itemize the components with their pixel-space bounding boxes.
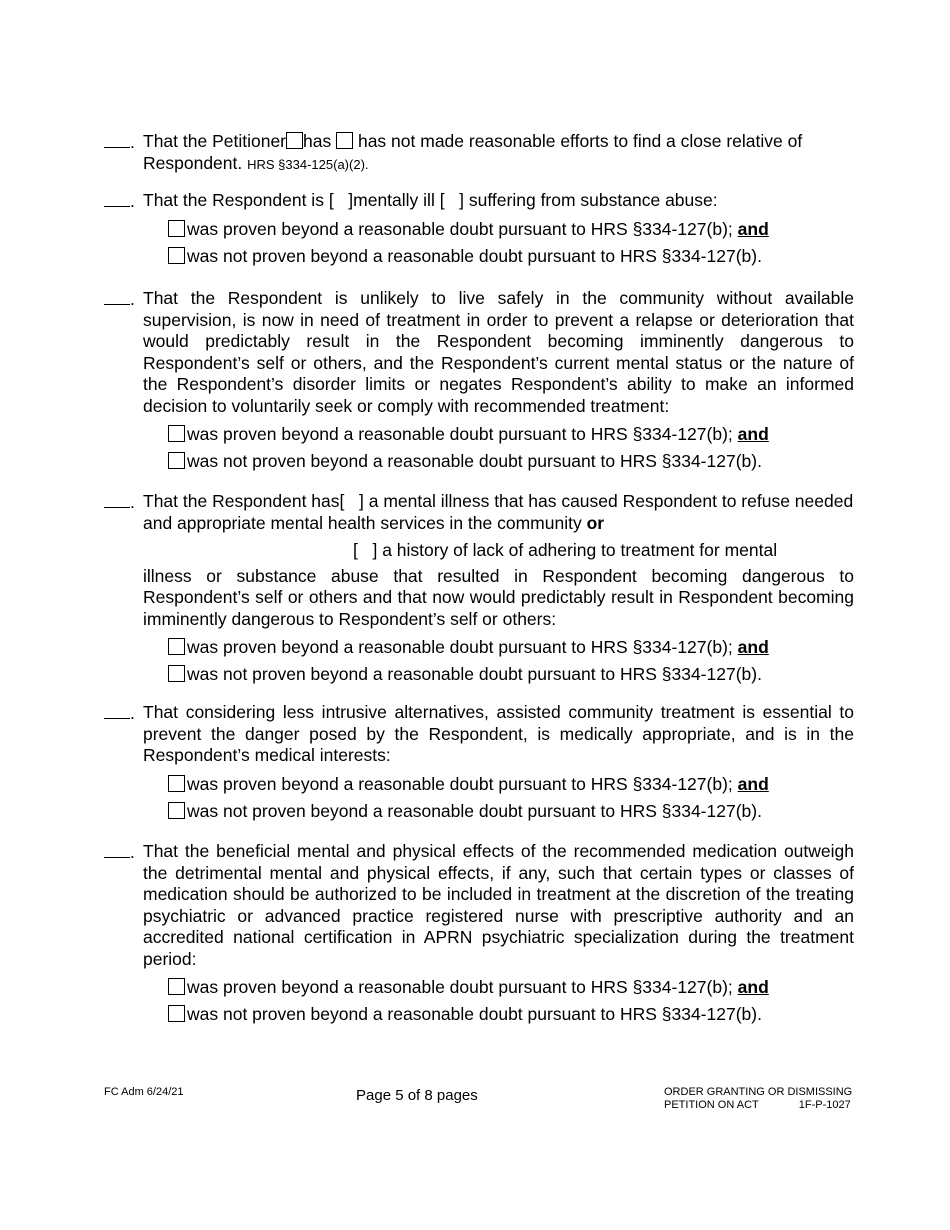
finding-1-text: That the Petitioner has has not made reasonable efforts to find a close relative of Respondent. HRS §334-125(a)(2).: [143, 131, 803, 173]
finding-5-proven-option: was proven beyond a reasonable doubt pursuant to HRS §334-127(b); and: [168, 774, 854, 795]
proven-checkbox[interactable]: [168, 425, 185, 442]
proven-checkbox[interactable]: [168, 775, 185, 792]
proven-checkbox[interactable]: [168, 978, 185, 995]
finding-5-blank[interactable]: .: [104, 702, 135, 725]
history-bracket[interactable]: [ ]: [353, 540, 378, 560]
finding-4-proven-option: was proven beyond a reasonable doubt pursuant to HRS §334-127(b); and: [168, 637, 854, 658]
finding-1: [104, 131, 854, 175]
finding-3-not-proven-option: was not proven beyond a reasonable doubt pursuant to HRS §334-127(b).: [168, 451, 854, 472]
finding-6-proven-option: was proven beyond a reasonable doubt pursuant to HRS §334-127(b); and: [168, 977, 854, 998]
proven-checkbox[interactable]: [168, 220, 185, 237]
finding-6: [104, 841, 854, 1025]
finding-2: [104, 190, 854, 267]
has-checkbox[interactable]: [286, 132, 303, 149]
finding-4-text: That the Respondent has[ ] a mental illness that has caused Respondent to refuse needed and appropriate mental health services in the community or [ ] a history of lack of adhering to treatment for mental illness or substance abuse that resulted in Respondent becoming dangerous to Respondent’s self or others and that now would predictably result in Respondent becoming imminently dangerous to Respondent’s self or others:: [143, 491, 854, 629]
mental-illness-bracket[interactable]: [ ]: [339, 491, 364, 511]
document-title: ORDER GRANTING OR DISMISSING PETITION ON ACT 1F-P-1027: [664, 1086, 853, 1111]
finding-4-not-proven-option: was not proven beyond a reasonable doubt pursuant to HRS §334-127(b).: [168, 664, 854, 685]
finding-4: [104, 491, 854, 685]
finding-3-proven-option: was proven beyond a reasonable doubt pursuant to HRS §334-127(b); and: [168, 424, 854, 445]
finding-2-proven-option: was proven beyond a reasonable doubt pursuant to HRS §334-127(b); and: [168, 219, 854, 240]
not-proven-checkbox[interactable]: [168, 1005, 185, 1022]
has-not-checkbox[interactable]: [336, 132, 353, 149]
finding-6-blank[interactable]: .: [104, 841, 135, 864]
not-proven-checkbox[interactable]: [168, 802, 185, 819]
not-proven-checkbox[interactable]: [168, 452, 185, 469]
form-number: FC Adm 6/24/21: [104, 1086, 184, 1098]
mentally-ill-bracket[interactable]: [ ]: [328, 190, 354, 210]
finding-2-not-proven-option: was not proven beyond a reasonable doubt pursuant to HRS §334-127(b).: [168, 246, 854, 267]
finding-4-blank[interactable]: .: [104, 491, 135, 514]
finding-6-text: That the beneficial mental and physical effects of the recommended medication outweigh the detrimental mental and physical effects, if any, such that certain types or classes of medication should be authorized to be included in treatment at the discretion of the treating psychiatric or advanced practice registered nurse with prescriptive authority and an accredited national certification in APRN psychiatric specialization during the treatment period:: [143, 841, 854, 969]
finding-5-not-proven-option: was not proven beyond a reasonable doubt pursuant to HRS §334-127(b).: [168, 801, 854, 822]
finding-2-text: That the Respondent is [ ]mentally ill [ ] suffering from substance abuse:: [143, 190, 718, 210]
form-code: 1F-P-1027: [798, 1099, 851, 1111]
finding-5-text: That considering less intrusive alternatives, assisted community treatment is essential to prevent the danger posed by the Respondent, is medically appropriate, and is in the Respondent’s medical interests:: [143, 702, 854, 765]
finding-2-blank[interactable]: .: [104, 190, 135, 213]
proven-checkbox[interactable]: [168, 638, 185, 655]
statute-citation: HRS §334-125(a)(2).: [247, 156, 369, 172]
not-proven-checkbox[interactable]: [168, 665, 185, 682]
page-number: Page 5 of 8 pages: [356, 1087, 478, 1104]
finding-6-not-proven-option: was not proven beyond a reasonable doubt pursuant to HRS §334-127(b).: [168, 1004, 854, 1025]
finding-3-text: That the Respondent is unlikely to live safely in the community without available supervision, is now in need of treatment in order to prevent a relapse or deterioration that would predictably result in the Respondent becoming imminently dangerous to Respondent’s self or others, and the Respondent’s current mental status or the nature of the Respondent’s disorder limits or negates Respondent’s ability to make an informed decision to voluntarily seek or comply with recommended treatment:: [143, 288, 854, 416]
finding-5: [104, 702, 854, 822]
substance-abuse-bracket[interactable]: [ ]: [439, 190, 465, 210]
finding-3: [104, 288, 854, 472]
not-proven-checkbox[interactable]: [168, 247, 185, 264]
finding-1-blank[interactable]: .: [104, 131, 135, 154]
finding-3-blank[interactable]: .: [104, 288, 135, 311]
